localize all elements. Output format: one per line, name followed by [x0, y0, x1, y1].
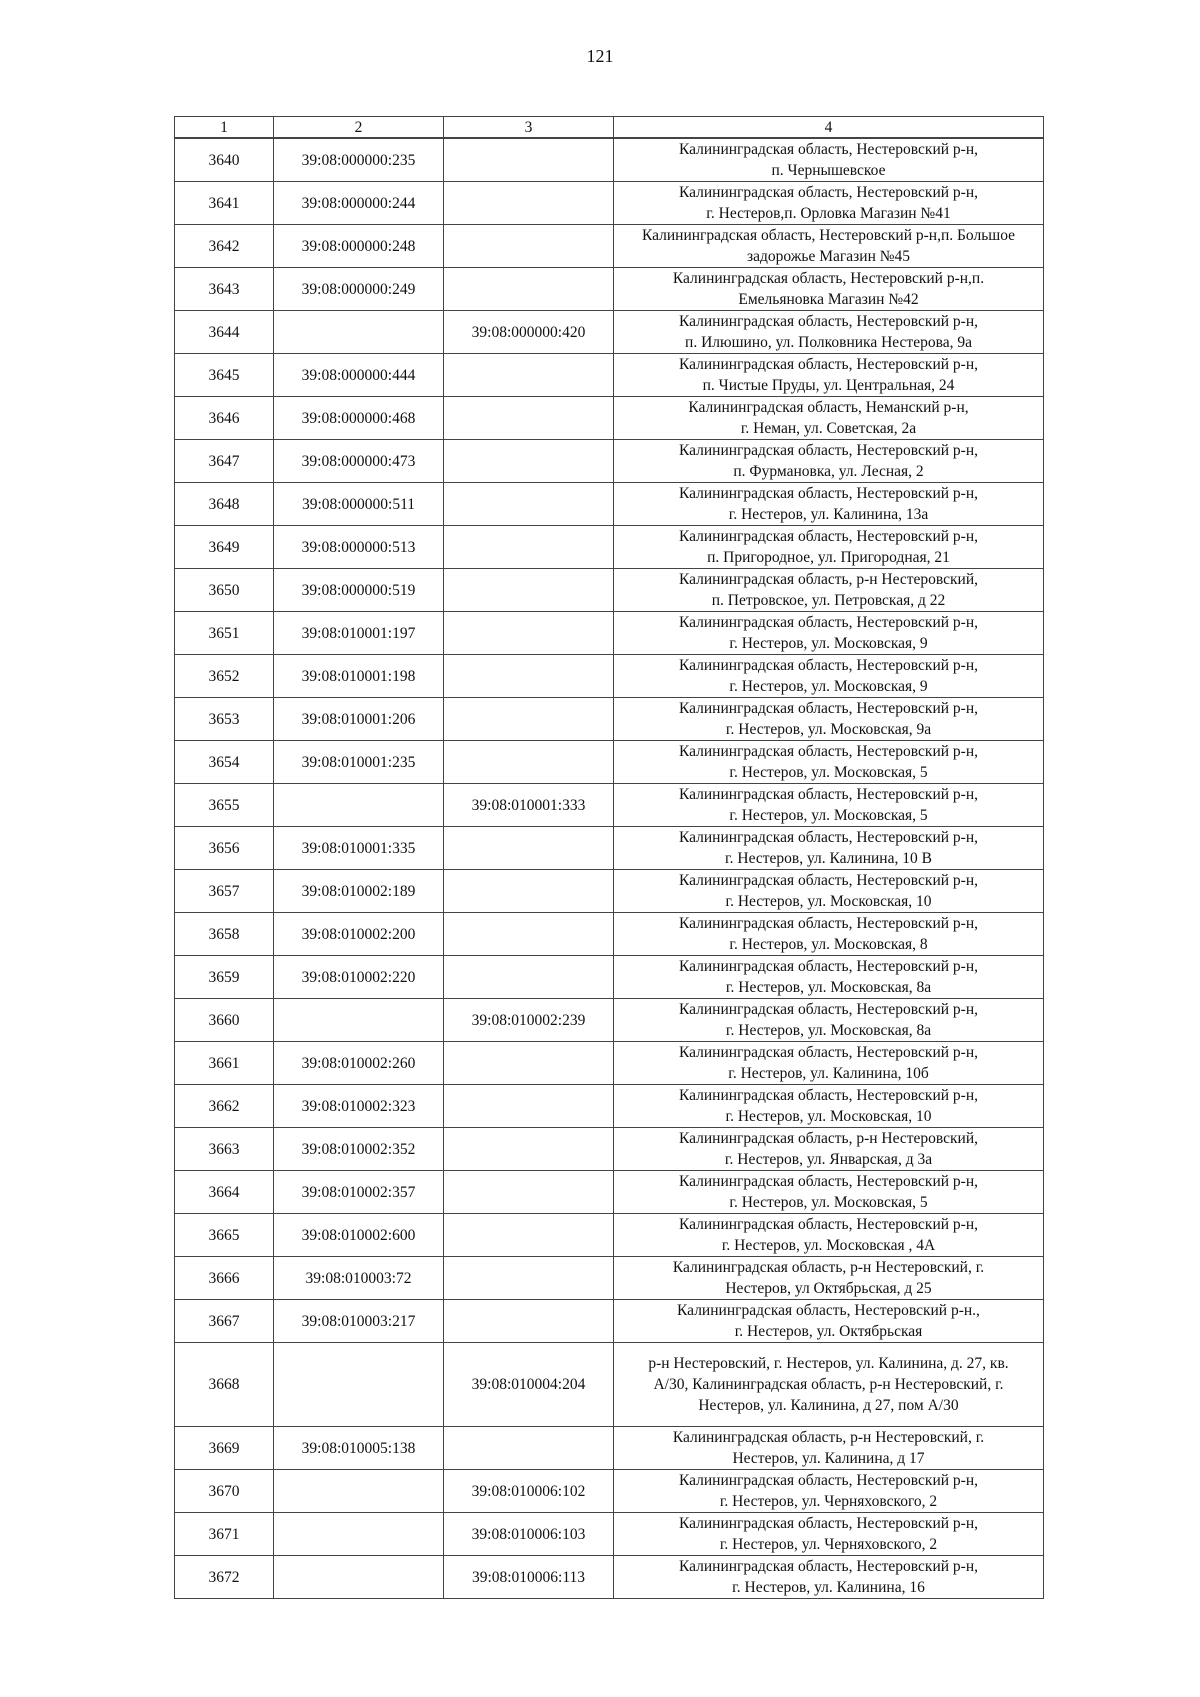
cadastral-number-cell: 39:08:000000:249: [274, 268, 444, 311]
row-number-cell: 3657: [175, 870, 274, 913]
cadastral-number-cell: 39:08:010002:260: [274, 1042, 444, 1085]
header-col-2: 2: [274, 117, 444, 139]
address-cell: Калининградская область, Нестеровский р-н, г. Нестеров, ул. Московская, 8а: [614, 956, 1044, 999]
cadastral-number-cell: 39:08:010002:600: [274, 1214, 444, 1257]
row-number-cell: 3671: [175, 1513, 274, 1556]
table-row: [175, 999, 1044, 1042]
table-row: [175, 182, 1044, 225]
cadastral-number-cell: 39:08:010003:217: [274, 1300, 444, 1343]
cadastral-number-cell: 39:08:010001:206: [274, 698, 444, 741]
row-number-cell: 3670: [175, 1470, 274, 1513]
address-cell: Калининградская область, р-н Нестеровский, г. Нестеров, ул. Январская, д 3а: [614, 1128, 1044, 1171]
row-number-cell: 3653: [175, 698, 274, 741]
address-cell: Калининградская область, р-н Нестеровский, г. Нестеров, ул Октябрьская, д 25: [614, 1257, 1044, 1300]
row-number-cell: 3660: [175, 999, 274, 1042]
row-number-cell: 3652: [175, 655, 274, 698]
cadastral-number-cell: [274, 1556, 444, 1599]
cadastral-number-cell: 39:08:000000:511: [274, 483, 444, 526]
cadastral-number-alt-cell: [444, 182, 614, 225]
table-row: [175, 655, 1044, 698]
address-cell: Калининградская область, Нестеровский р-н, п. Чернышевское: [614, 138, 1044, 182]
address-cell: Калининградская область, Нестеровский р-н, г. Нестеров, ул. Московская, 5: [614, 741, 1044, 784]
cadastral-number-alt-cell: [444, 569, 614, 612]
row-number-cell: 3640: [175, 138, 274, 182]
row-number-cell: 3655: [175, 784, 274, 827]
cadastral-number-cell: 39:08:000000:473: [274, 440, 444, 483]
header-col-4: 4: [614, 117, 1044, 139]
address-cell: Калининградская область, Нестеровский р-н, г. Нестеров, ул. Калинина, 10б: [614, 1042, 1044, 1085]
row-number-cell: 3672: [175, 1556, 274, 1599]
cadastral-number-cell: 39:08:010002:220: [274, 956, 444, 999]
address-cell: Калининградская область, Нестеровский р-н, п. Чистые Пруды, ул. Центральная, 24: [614, 354, 1044, 397]
cadastral-number-alt-cell: [444, 354, 614, 397]
address-cell: Калининградская область, Нестеровский р-н,п. Емельяновка Магазин №42: [614, 268, 1044, 311]
cadastral-number-alt-cell: 39:08:010001:333: [444, 784, 614, 827]
cadastral-number-alt-cell: [444, 268, 614, 311]
address-cell: Калининградская область, Нестеровский р-н, г. Нестеров, ул. Московская, 9: [614, 612, 1044, 655]
cadastral-number-cell: 39:08:000000:244: [274, 182, 444, 225]
address-cell: р-н Нестеровский, г. Нестеров, ул. Калинина, д. 27, кв. А/30, Калининградская область, р-н Нестеровский, г. Нестеров, ул. Калинина, д 27, пом А/30: [614, 1343, 1044, 1427]
table-row: [175, 612, 1044, 655]
table-row: [175, 397, 1044, 440]
address-cell: Калининградская область, Нестеровский р-н, г. Нестеров, ул. Московская, 10: [614, 870, 1044, 913]
cadastral-number-alt-cell: [444, 1300, 614, 1343]
cadastral-number-cell: 39:08:010002:189: [274, 870, 444, 913]
row-number-cell: 3645: [175, 354, 274, 397]
table-row: [175, 1470, 1044, 1513]
address-cell: Калининградская область, Нестеровский р-н, г. Нестеров, ул. Московская, 8а: [614, 999, 1044, 1042]
cadastral-number-cell: 39:08:010002:352: [274, 1128, 444, 1171]
row-number-cell: 3651: [175, 612, 274, 655]
address-cell: Калининградская область, Нестеровский р-н, г. Нестеров, ул. Московская, 9: [614, 655, 1044, 698]
cadastral-number-alt-cell: 39:08:010004:204: [444, 1343, 614, 1427]
cadastral-number-alt-cell: [444, 827, 614, 870]
table-row: [175, 483, 1044, 526]
address-cell: Калининградская область, Нестеровский р-н., г. Нестеров, ул. Октябрьская: [614, 1300, 1044, 1343]
cadastral-number-cell: 39:08:000000:235: [274, 138, 444, 182]
cadastral-number-alt-cell: [444, 225, 614, 268]
address-cell: Калининградская область, Нестеровский р-н, г. Нестеров, ул. Черняховского, 2: [614, 1513, 1044, 1556]
table-row: [175, 1171, 1044, 1214]
row-number-cell: 3647: [175, 440, 274, 483]
table-row: [175, 1427, 1044, 1470]
header-row: [175, 117, 1044, 139]
table-body: [175, 138, 1044, 1599]
row-number-cell: 3662: [175, 1085, 274, 1128]
row-number-cell: 3669: [175, 1427, 274, 1470]
address-cell: Калининградская область, Нестеровский р-н, г. Нестеров, ул. Московская, 9а: [614, 698, 1044, 741]
cadastral-number-cell: 39:08:010001:235: [274, 741, 444, 784]
address-cell: Калининградская область, Нестеровский р-н,п. Большое задорожье Магазин №45: [614, 225, 1044, 268]
cadastral-number-cell: 39:08:010002:323: [274, 1085, 444, 1128]
table-row: [175, 354, 1044, 397]
row-number-cell: 3667: [175, 1300, 274, 1343]
address-cell: Калининградская область, Нестеровский р-н, г. Нестеров, ул. Московская, 10: [614, 1085, 1044, 1128]
cadastral-number-cell: 39:08:010003:72: [274, 1257, 444, 1300]
cadastral-number-alt-cell: [444, 1214, 614, 1257]
cadastral-number-alt-cell: [444, 440, 614, 483]
row-number-cell: 3650: [175, 569, 274, 612]
table-row: [175, 1085, 1044, 1128]
cadastral-number-alt-cell: 39:08:010006:103: [444, 1513, 614, 1556]
cadastral-number-alt-cell: [444, 483, 614, 526]
table-row: [175, 913, 1044, 956]
header-col-3: 3: [444, 117, 614, 139]
cadastral-number-cell: [274, 999, 444, 1042]
row-number-cell: 3642: [175, 225, 274, 268]
row-number-cell: 3664: [175, 1171, 274, 1214]
row-number-cell: 3656: [175, 827, 274, 870]
cadastral-number-alt-cell: 39:08:010002:239: [444, 999, 614, 1042]
table-row: [175, 870, 1044, 913]
address-cell: Калининградская область, р-н Нестеровский, п. Петровское, ул. Петровская, д 22: [614, 569, 1044, 612]
cadastral-number-alt-cell: 39:08:000000:420: [444, 311, 614, 354]
row-number-cell: 3663: [175, 1128, 274, 1171]
row-number-cell: 3666: [175, 1257, 274, 1300]
row-number-cell: 3661: [175, 1042, 274, 1085]
cadastral-number-alt-cell: [444, 526, 614, 569]
cadastral-number-alt-cell: [444, 612, 614, 655]
cadastral-number-cell: [274, 311, 444, 354]
cadastral-number-cell: 39:08:000000:468: [274, 397, 444, 440]
cadastral-number-cell: 39:08:000000:444: [274, 354, 444, 397]
row-number-cell: 3658: [175, 913, 274, 956]
address-cell: Калининградская область, Нестеровский р-н, г. Нестеров, ул. Московская, 5: [614, 1171, 1044, 1214]
cadastral-number-cell: 39:08:010002:357: [274, 1171, 444, 1214]
cadastral-number-alt-cell: [444, 698, 614, 741]
address-cell: Калининградская область, Нестеровский р-н, г. Нестеров, ул. Калинина, 10 В: [614, 827, 1044, 870]
table-row: [175, 1513, 1044, 1556]
table-row: [175, 1042, 1044, 1085]
header-col-1: 1: [175, 117, 274, 139]
table-row: [175, 526, 1044, 569]
cadastral-number-cell: [274, 1343, 444, 1427]
cadastral-number-cell: 39:08:000000:513: [274, 526, 444, 569]
row-number-cell: 3644: [175, 311, 274, 354]
cadastral-number-cell: 39:08:010005:138: [274, 1427, 444, 1470]
address-cell: Калининградская область, Нестеровский р-н, г. Нестеров, ул. Московская , 4А: [614, 1214, 1044, 1257]
cadastral-number-alt-cell: [444, 1085, 614, 1128]
table-row: [175, 1257, 1044, 1300]
row-number-cell: 3659: [175, 956, 274, 999]
table-row: [175, 1214, 1044, 1257]
cadastral-number-cell: [274, 1513, 444, 1556]
cadastral-number-cell: 39:08:000000:519: [274, 569, 444, 612]
row-number-cell: 3641: [175, 182, 274, 225]
cadastral-number-cell: [274, 784, 444, 827]
row-number-cell: 3665: [175, 1214, 274, 1257]
address-cell: Калининградская область, Нестеровский р-н, г. Нестеров,п. Орловка Магазин №41: [614, 182, 1044, 225]
cadastral-number-alt-cell: [444, 956, 614, 999]
cadastral-number-alt-cell: [444, 870, 614, 913]
address-cell: Калининградская область, р-н Нестеровский, г. Нестеров, ул. Калинина, д 17: [614, 1427, 1044, 1470]
table-row: [175, 311, 1044, 354]
table-row: [175, 784, 1044, 827]
cadastral-number-alt-cell: [444, 1042, 614, 1085]
cadastral-number-cell: 39:08:010001:335: [274, 827, 444, 870]
address-cell: Калининградская область, Нестеровский р-н, г. Нестеров, ул. Черняховского, 2: [614, 1470, 1044, 1513]
property-table: [174, 116, 1044, 1599]
cadastral-number-alt-cell: [444, 397, 614, 440]
row-number-cell: 3668: [175, 1343, 274, 1427]
table-row: [175, 569, 1044, 612]
address-cell: Калининградская область, Нестеровский р-н, п. Фурмановка, ул. Лесная, 2: [614, 440, 1044, 483]
cadastral-number-alt-cell: 39:08:010006:102: [444, 1470, 614, 1513]
table-row: [175, 741, 1044, 784]
cadastral-number-alt-cell: [444, 655, 614, 698]
table-row: [175, 827, 1044, 870]
table-row: [175, 698, 1044, 741]
cadastral-number-alt-cell: [444, 1128, 614, 1171]
cadastral-number-cell: 39:08:010001:197: [274, 612, 444, 655]
address-cell: Калининградская область, Нестеровский р-н, г. Нестеров, ул. Московская, 8: [614, 913, 1044, 956]
address-cell: Калининградская область, Неманский р-н, г. Неман, ул. Советская, 2а: [614, 397, 1044, 440]
address-cell: Калининградская область, Нестеровский р-н, п. Илюшино, ул. Полковника Нестерова, 9а: [614, 311, 1044, 354]
cadastral-number-alt-cell: [444, 741, 614, 784]
table-row: [175, 268, 1044, 311]
cadastral-number-alt-cell: [444, 138, 614, 182]
row-number-cell: 3646: [175, 397, 274, 440]
cadastral-number-alt-cell: [444, 913, 614, 956]
table-row: [175, 956, 1044, 999]
table-header: [175, 117, 1044, 139]
table-row: [175, 225, 1044, 268]
table-row: [175, 1343, 1044, 1427]
table-row: [175, 1556, 1044, 1599]
cadastral-number-alt-cell: 39:08:010006:113: [444, 1556, 614, 1599]
cadastral-number-cell: 39:08:010002:200: [274, 913, 444, 956]
cadastral-number-alt-cell: [444, 1427, 614, 1470]
address-cell: Калининградская область, Нестеровский р-н, г. Нестеров, ул. Калинина, 13а: [614, 483, 1044, 526]
row-number-cell: 3648: [175, 483, 274, 526]
row-number-cell: 3643: [175, 268, 274, 311]
page-number: 121: [586, 46, 614, 66]
address-cell: Калининградская область, Нестеровский р-н, г. Нестеров, ул. Калинина, 16: [614, 1556, 1044, 1599]
cadastral-number-cell: 39:08:000000:248: [274, 225, 444, 268]
address-cell: Калининградская область, Нестеровский р-н, п. Пригородное, ул. Пригородная, 21: [614, 526, 1044, 569]
address-cell: Калининградская область, Нестеровский р-н, г. Нестеров, ул. Московская, 5: [614, 784, 1044, 827]
table-row: [175, 1128, 1044, 1171]
cadastral-number-alt-cell: [444, 1171, 614, 1214]
cadastral-number-cell: 39:08:010001:198: [274, 655, 444, 698]
cadastral-number-alt-cell: [444, 1257, 614, 1300]
cadastral-number-cell: [274, 1470, 444, 1513]
row-number-cell: 3654: [175, 741, 274, 784]
table-row: [175, 138, 1044, 182]
table-row: [175, 1300, 1044, 1343]
row-number-cell: 3649: [175, 526, 274, 569]
table-row: [175, 440, 1044, 483]
